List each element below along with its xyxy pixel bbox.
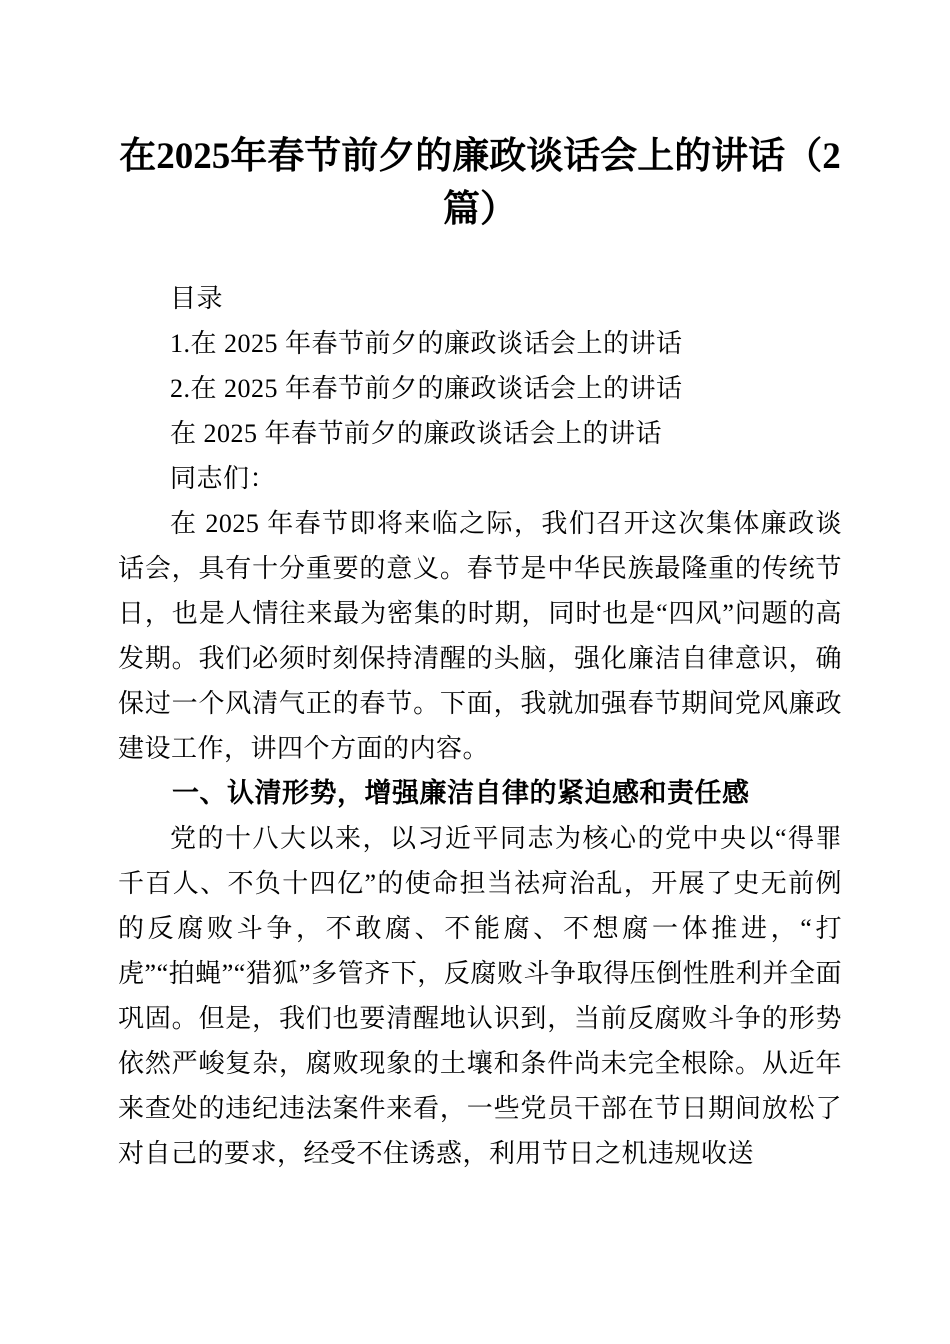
paragraph-section-1: 党的十八大以来，以习近平同志为核心的党中央以“得罪千百人、不负十四亿”的使命担当祛疴治乱，开展了史无前例的反腐败斗争，不敢腐、不能腐、不想腐一体推进，“打虎”“拍蝇”“猎狐”多管齐下，反腐败斗争取得压倒性胜利并全面巩固。但是，我们也要清醒地认识到，当前反腐败斗争的形势依然严峻复杂，腐败现象的土壤和条件尚未完全根除。从近年来查处的违纪违法案件来看，一些党员干部在节日期间放松了对自己的要求，经受不住诱惑，利用节日之机违规收送 <box>118 824 842 1168</box>
toc-label: 目录 <box>170 284 224 313</box>
article-title: 在 2025 年春节前夕的廉政谈话会上的讲话 <box>170 419 663 448</box>
paragraph-intro: 在 2025 年春节即将来临之际，我们召开这次集体廉政谈话会，具有十分重要的意义。春节是中华民族最隆重的传统节日，也是人情往来最为密集的时期，同时也是“四风”问题的高发期。我们必须时刻保持清醒的头脑，强化廉洁自律意识，确保过一个风清气正的春节。下面，我就加强春节期间党风廉政建设工作，讲四个方面的内容。 <box>118 509 842 763</box>
toc-item-2: 2.在 2025 年春节前夕的廉政谈话会上的讲话 <box>170 374 683 403</box>
salutation: 同志们： <box>170 464 277 493</box>
document-title: 在2025年春节前夕的廉政谈话会上的讲话（2篇） <box>119 136 841 230</box>
section-heading-1: 一、认清形势，增强廉洁自律的紧迫感和责任感 <box>172 778 750 808</box>
toc-item-1: 1.在 2025 年春节前夕的廉政谈话会上的讲话 <box>170 329 683 358</box>
